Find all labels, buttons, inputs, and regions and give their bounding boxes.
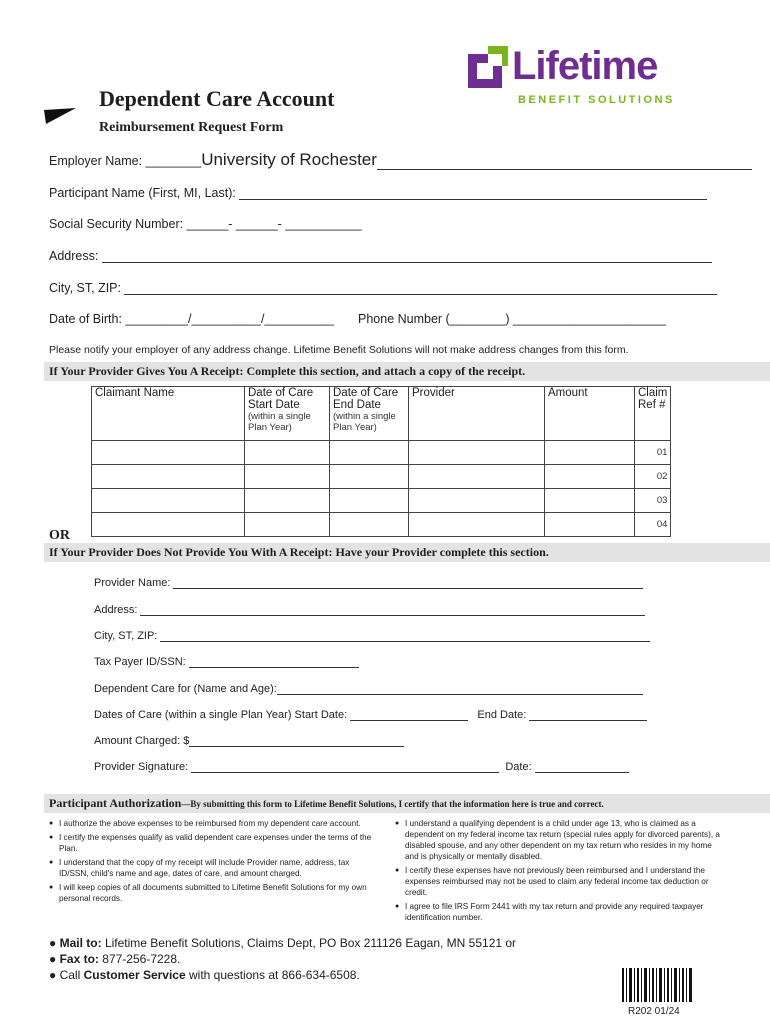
call-line: ● Call Customer Service with questions at 866-634-6508. <box>49 968 360 982</box>
claim-ref-cell: 04 <box>635 513 671 537</box>
logo-mark-icon <box>468 46 510 90</box>
end-date-label: End Date: <box>477 709 527 721</box>
col-claim-ref: Claim Ref # <box>635 387 671 441</box>
employer-value: University of Rochester <box>201 150 377 169</box>
list-item: ● I certify the expenses qualify as valid dependent care expenses under the terms of the Plan. <box>49 832 381 854</box>
contact-block <box>49 935 516 983</box>
signature-date-label: Date: <box>505 761 532 773</box>
form-code: R202 01/24 <box>628 1006 680 1017</box>
claim-ref-cell: 03 <box>635 489 671 513</box>
list-item: ● I understand a qualifying dependent is a child under age 13, who is claimed as a dependent on my federal income tax return (special rules apply for divorced parents), a disabled spouse, and any other dependent on my tax return who resides in my home and is physically or mentally disabled. <box>395 818 720 862</box>
dates-of-care-field[interactable]: Dates of Care (within a single Plan Year) Start Date: End Date: <box>94 708 647 721</box>
logo-tagline: BENEFIT SOLUTIONS <box>518 94 675 106</box>
phone-label: Phone Number (________) ______________________ <box>358 312 666 326</box>
form-title: Dependent Care Account <box>99 86 335 111</box>
provider-city-field[interactable]: City, ST, ZIP: <box>94 629 650 642</box>
col-provider: Provider <box>409 387 545 441</box>
arrow-icon <box>44 104 78 126</box>
address-field[interactable] <box>49 249 729 263</box>
phone-field[interactable] <box>358 312 666 326</box>
dependent-care-field[interactable]: Dependent Care for (Name and Age): <box>94 682 643 695</box>
dob-field[interactable] <box>49 312 334 326</box>
claims-header-row <box>92 387 671 441</box>
col-end-date: Date of Care End Date (within a single Plan Year) <box>330 387 409 441</box>
form-subtitle: Reimbursement Request Form <box>99 120 284 135</box>
list-item: ● I will keep copies of all documents submitted to Lifetime Benefit Solutions for my own personal records. <box>49 882 381 904</box>
city-label: City, ST, ZIP: <box>49 281 121 295</box>
or-label: OR <box>49 528 70 543</box>
employer-label: Employer Name: ________ <box>49 154 202 168</box>
address-label: Address: <box>49 249 99 263</box>
claims-table <box>91 386 671 537</box>
barcode-icon <box>622 968 694 1002</box>
fax-line: ● Fax to: 877-256-7228. <box>49 952 181 966</box>
col-claimant: Claimant Name <box>92 387 245 441</box>
mail-line: ● Mail to: Lifetime Benefit Solutions, Claims Dept, PO Box 211126 Eagan, MN 55121 or <box>49 936 517 950</box>
list-item: ● I understand that the copy of my receipt will include Provider name, address, tax ID/SSN, child's name and age, dates of care, and amount charged. <box>49 857 381 879</box>
authorization-left-list <box>49 818 381 907</box>
col-start-date: Date of Care Start Date (within a single Plan Year) <box>245 387 330 441</box>
amount-charged-field[interactable]: Amount Charged: $ <box>94 734 404 747</box>
logo <box>468 44 688 114</box>
receipt-section-heading: If Your Provider Gives You A Receipt: Complete this section, and attach a copy of the receipt. <box>49 364 526 378</box>
authorization-heading: Participant Authorization—By submitting this form to Lifetime Benefit Solutions, I certify that the information here is true and correct. <box>49 796 604 810</box>
city-field[interactable] <box>49 281 729 295</box>
claim-ref-cell: 01 <box>635 441 671 465</box>
participant-name-label: Participant Name (First, MI, Last): <box>49 186 236 200</box>
list-item: ● I agree to file IRS Form 2441 with my tax return and provide any required taxpayer identification number. <box>395 901 720 923</box>
authorization-right-list <box>395 818 720 926</box>
employer-field[interactable] <box>49 150 769 170</box>
taxpayer-id-field[interactable]: Tax Payer ID/SSN: <box>94 655 359 668</box>
col-amount: Amount <box>545 387 635 441</box>
ssn-label: Social Security Number: ______- ______- ___________ <box>49 217 362 231</box>
participant-name-field[interactable] <box>49 186 729 200</box>
provider-name-field[interactable]: Provider Name: <box>94 576 643 589</box>
provider-signature-field[interactable]: Provider Signature: Date: <box>94 760 629 773</box>
provider-address-field[interactable]: Address: <box>94 603 645 616</box>
table-row[interactable] <box>92 441 671 465</box>
claim-ref-cell: 02 <box>635 465 671 489</box>
table-row[interactable] <box>92 465 671 489</box>
logo-name: Lifetime <box>512 44 658 88</box>
table-row[interactable] <box>92 489 671 513</box>
table-row[interactable] <box>92 513 671 537</box>
no-receipt-section-heading: If Your Provider Does Not Provide You With A Receipt: Have your Provider complete this section. <box>49 545 549 559</box>
dob-label: Date of Birth: _________/__________/__________ <box>49 312 334 326</box>
address-change-notice: Please notify your employer of any address change. Lifetime Benefit Solutions will not make address changes from this form. <box>49 344 629 356</box>
ssn-field[interactable] <box>49 217 362 231</box>
list-item: ● I certify these expenses have not previously been reimbursed and I understand the expenses reimbursed may not be used to claim any federal income tax deduction or credit. <box>395 865 720 898</box>
list-item: ● I authorize the above expenses to be reimbursed from my dependent care account. <box>49 818 381 829</box>
